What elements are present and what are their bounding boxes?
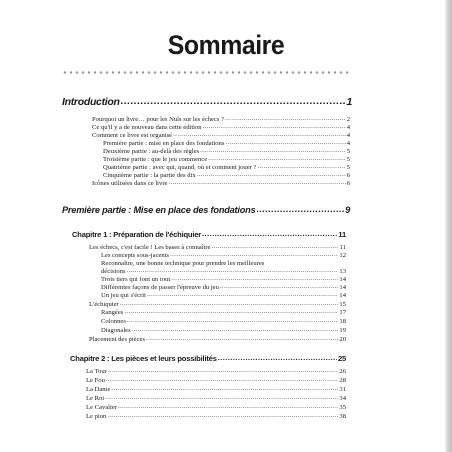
toc-entry[interactable]: Comment ce livre est organisé ..... 4 xyxy=(92,132,350,139)
toc-introduction[interactable]: Introduction ..... 1 xyxy=(62,96,352,108)
toc-entry[interactable]: L'échiquier ..... 15 xyxy=(89,301,346,308)
toc-chapter-2[interactable]: Chapitre 2 : Les pièces et leurs possibilités ..... 25 xyxy=(70,354,346,363)
toc-chapter-1[interactable]: Chapitre 1 : Préparation de l'échiquier ..... 11 xyxy=(72,230,346,239)
toc-entry[interactable]: Deuxième partie : au-delà des règles ..... 5 xyxy=(103,148,350,155)
toc-entry[interactable]: Le pion ..... 38 xyxy=(86,413,346,420)
toc-entry[interactable]: Placement des pièces ..... 20 xyxy=(89,336,346,343)
page-edge-shadow xyxy=(445,0,452,452)
toc-entry[interactable]: Icônes utilisées dans ce livre ..... 6 xyxy=(92,180,350,187)
toc-entry[interactable]: Les concepts sous-jacents ..... 12 xyxy=(101,252,346,259)
toc-entry: Reconnaître, une bonne technique pour prendre les meilleures xyxy=(101,260,265,267)
toc-entry[interactable]: Un jeu qui s'écrit ..... 14 xyxy=(101,292,346,299)
toc-entry[interactable]: Ce qu'il y a de nouveau dans cette édition ..... 4 xyxy=(92,124,350,131)
toc-entry[interactable]: La Dame ..... 31 xyxy=(86,386,346,393)
toc-part-1[interactable]: Première partie : Mise en place des fondations ..... 9 xyxy=(62,205,350,215)
toc-entry[interactable]: Quatrième partie : avec qui, quand, où et comment jouer ? ..... 5 xyxy=(103,164,350,171)
toc-entry[interactable]: Le Fou ..... 28 xyxy=(86,377,346,384)
toc-entry[interactable]: Troisième partie : que le jeu commence ..... 5 xyxy=(103,156,350,163)
toc-entry[interactable]: Colonnes ..... 18 xyxy=(101,318,346,325)
toc-entry[interactable]: décisions ..... 13 xyxy=(101,268,346,275)
toc-entry[interactable]: Rangées ..... 17 xyxy=(101,309,346,316)
toc-entry[interactable]: Le Roi ..... 34 xyxy=(86,395,346,402)
page-title: Sommaire xyxy=(167,30,285,60)
toc-entry[interactable]: Première partie : mise en place des fondations ..... 4 xyxy=(103,140,350,147)
toc-entry[interactable]: Les échecs, c'est facile ! Les bases à connaître ..... 11 xyxy=(89,244,346,251)
toc-entry[interactable]: Le Cavalier ..... 35 xyxy=(86,404,346,411)
toc-entry[interactable]: Trois tiers qui font un tout ..... 14 xyxy=(101,276,346,283)
toc-entry[interactable]: Cinquième partie : la partie des dix ..... 6 xyxy=(103,172,350,179)
toc-entry[interactable]: Pourquoi un livre… pour les Nuls sur les échecs ? ..... 2 xyxy=(92,116,350,123)
toc-entry[interactable]: Diagonales ..... 19 xyxy=(101,327,346,334)
toc-entry[interactable]: La Tour ..... 26 xyxy=(86,368,346,375)
dotted-separator xyxy=(62,71,350,74)
toc-entry[interactable]: Différentes façons de passer l'épreuve du jeu ..... 14 xyxy=(101,284,346,291)
